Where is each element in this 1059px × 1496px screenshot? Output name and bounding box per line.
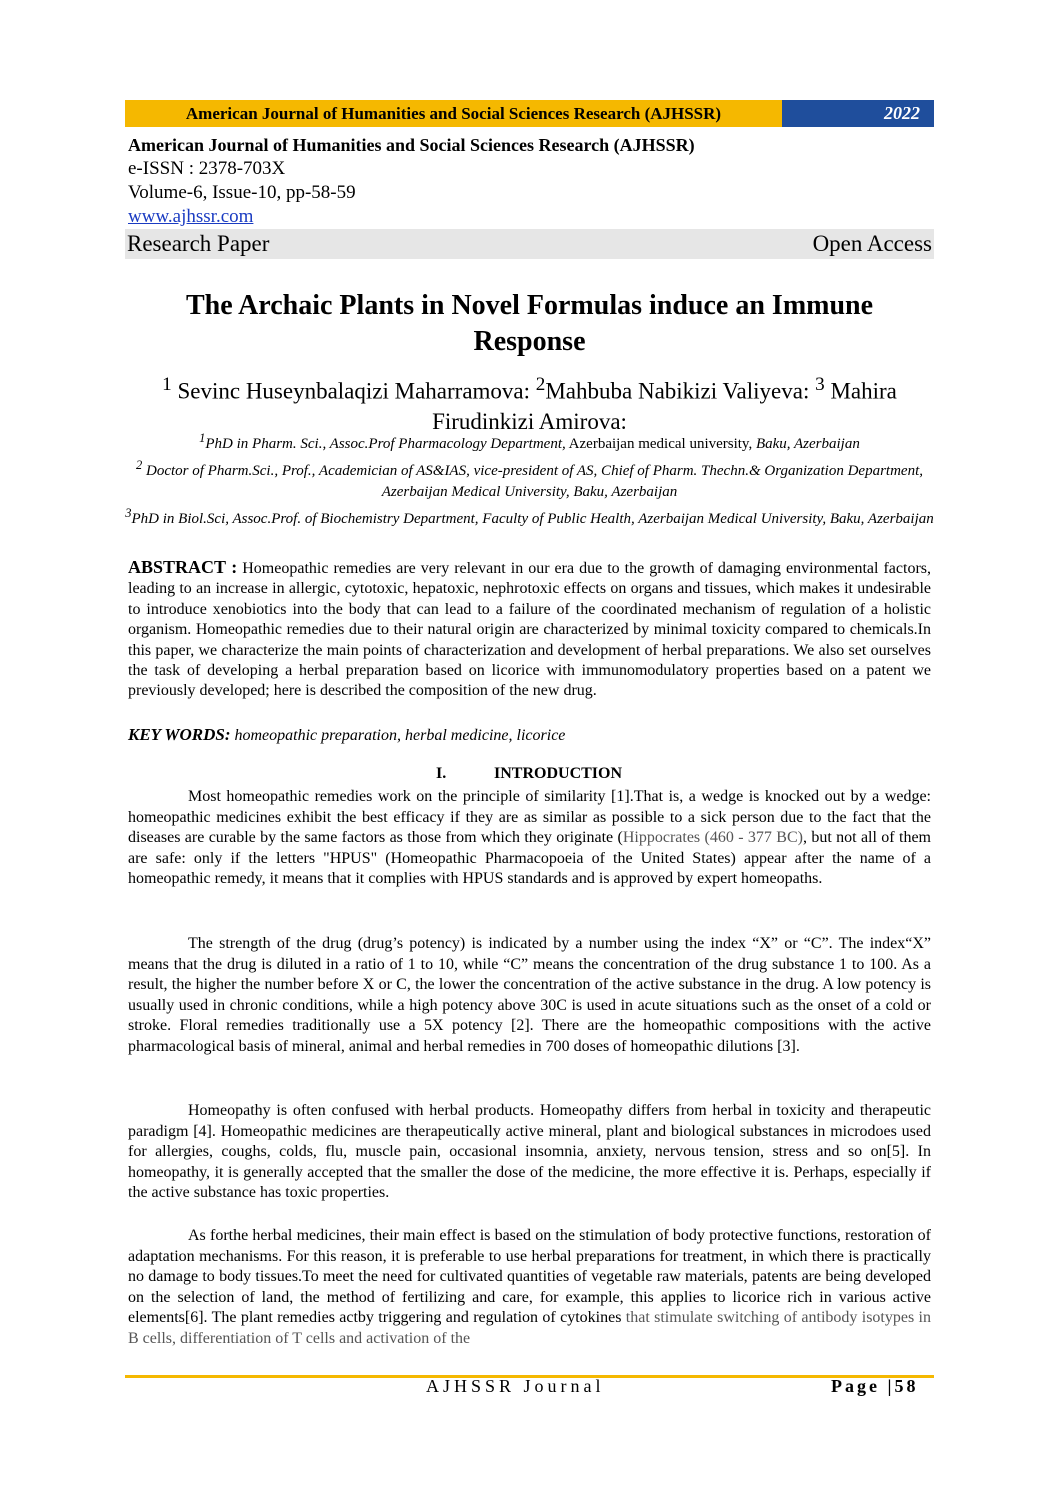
keywords xyxy=(128,725,931,746)
affiliation-1-marker: 1 xyxy=(199,431,206,445)
paper-title xyxy=(125,288,934,360)
author-2-marker: 2 xyxy=(535,374,546,395)
title-line-1: The Archaic Plants in Novel Formulas induce an Immune xyxy=(185,290,874,321)
section-number: I. xyxy=(436,765,447,782)
affiliation-1-title: PhD in Pharm. Sci., Assoc.Prof Pharmacology Department, xyxy=(205,436,566,452)
paragraph-4-part-a: As forthe herbal medicines, their main effect is based on the stimulation of body protective functions, restoration of adaptation mechanisms. For this reason, it is preferable to use herbal preparations for treatment, in which there is practically no damage to body tissues.To meet the need for cultivated quantities of vegetable raw materials, patents are being developed on the selection of land, the method of fertilizing and care, for example, this applies to licorice rich in various active elements[6]. The plant remedies actby triggering and regulation of cytokines xyxy=(128,1227,931,1326)
paragraph-1 xyxy=(128,787,931,890)
author-3-marker: 3 xyxy=(815,374,825,395)
access-type: Open Access xyxy=(812,231,932,256)
journal-meta xyxy=(128,133,934,229)
affiliation-2 xyxy=(125,455,934,503)
title-line-2: Response xyxy=(473,326,586,357)
footer-journal: AJHSSR Journal xyxy=(426,1376,605,1396)
paragraph-3: Homeopathy is often confused with herbal products. Homeopathy differs from herbal in toxicity and therapeutic paradigm [4]. Homeopathic medicines are therapeutically active mineral, plant and biological substances in microdoes used for allergies, coughs, colds, flu, muscle pain, occasional insomnia, anxiety, nervous tension, stress and so on[5]. In homeopathy, it is generally accepted that the smaller the dose of the medicine, the more effective it is. Perhaps, especially if the active substance has toxic properties. xyxy=(128,1102,931,1201)
affiliation-1-city: Baku, Azerbaijan xyxy=(755,436,860,452)
author-list xyxy=(125,370,934,437)
abstract-text: Homeopathic remedies are very relevant in our era due to the growth of damaging environmental factors, leading to an increase in allergic, cytotoxic, hepatoxic, nephrotoxic effects on organs and tissues, which makes it undesirable to introduce xenobiotics into the body that can lead to a failure of the coordinated mechanism of regulation of a holistic organism. Homeopathic remedies due to their natural origin are characterized by minimal toxicity compared to chemicals.In this paper, we characterize the main points of characterization and development of herbal preparations. We also set ourselves the task of developing a herbal preparation based on licorice with immunomodulatory properties based on a patent we previously developed; here is described the composition of the new drug. xyxy=(128,560,931,700)
author-1: Sevinc Huseynbalaqizi Maharramova: xyxy=(171,378,536,404)
footer-page-number: Page |58 xyxy=(831,1376,919,1396)
paragraph-1-part-a: Most homeopathic remedies work on the principle of similarity [1].That is, a wedge is knocked out by a wedge: homeopathic medicines exhibit the best efficacy if they are as similar as possible to a sick person due to the fact that the diseases are curable by the same factors as those from which they originate ( xyxy=(128,788,931,846)
abstract xyxy=(128,557,931,702)
paper-type: Research Paper xyxy=(127,231,270,256)
author-1-marker: 1 xyxy=(162,374,172,395)
affiliation-2-text: Doctor of Pharm.Sci., Prof., Academician of AS&IAS, vice-president of AS, Chief of Pharm. Thechn.& Organization Department, Azerbaijan Medical University, Baku, Azerbaijan xyxy=(142,463,923,500)
paragraph-4-part-b: that stimulate switching of antibody isotypes in B cells, differentiation of T cells and activation of the xyxy=(128,1309,931,1347)
abstract-label: ABSTRACT : xyxy=(128,557,238,577)
paper-type-bar xyxy=(125,229,934,259)
affiliation-3-text: PhD in Biol.Sci, Assoc.Prof. of Biochemistry Department, Faculty of Public Health, Azerbaijan Medical University, Baku, Azerbaijan xyxy=(131,511,934,527)
author-2: Mahbuba Nabikizi Valiyeva: xyxy=(545,378,816,404)
affiliation-2-marker: 2 xyxy=(136,458,143,472)
paragraph-1-part-c: , but not all of them are safe: only if the letters "HPUS" (Homeopathic Pharmacopoeia of the United States) appear after the name of a homeopathic remedy, it means that it complies with HPUS standards and is approved by expert homeopaths. xyxy=(128,829,931,887)
issn: e-ISSN : 2378-703X xyxy=(128,158,286,179)
section-title: INTRODUCTION xyxy=(494,765,623,782)
paragraph-2: The strength of the drug (drug’s potency) is indicated by a number using the index “X” or “C”. The index“X” means that the drug is diluted in a ratio of 1 to 10, while “C” means the concentration of the drug substance 1 to 100. As a result, the higher the number before X or C, the lower the concentration of the active substance in the drug. A low potency is usually used in chronic conditions, while a high potency above 30C is used in acute situations such as the onset of a cold or stroke. Floral remedies traditionally use a 5X potency [2]. There are the homeopathic compositions with the active pharmacological basis of mineral, animal and herbal remedies in 700 doses of homeopathic dilutions [3]. xyxy=(128,935,931,1055)
affiliations xyxy=(125,428,934,530)
journal-name: American Journal of Humanities and Social Sciences Research (AJHSSR) xyxy=(128,135,695,155)
banner-year: 2022 xyxy=(782,100,934,127)
author-3: Mahira Firudinkizi Amirova: xyxy=(432,378,897,434)
affiliation-1 xyxy=(125,428,934,455)
journal-banner xyxy=(125,100,934,127)
paragraph-4 xyxy=(128,1226,931,1349)
affiliation-3-marker: 3 xyxy=(125,506,132,520)
keywords-text: homeopathic preparation, herbal medicine, licorice xyxy=(230,727,566,744)
affiliation-3 xyxy=(125,503,934,530)
journal-website-link[interactable]: www.ajhssr.com xyxy=(128,206,254,227)
banner-journal-title: American Journal of Humanities and Social Sciences Research (AJHSSR) xyxy=(125,100,782,127)
paragraph-1-citation: Hippocrates (460 - 377 BC) xyxy=(622,829,803,846)
affiliation-1-institution: Azerbaijan medical university, xyxy=(565,436,756,452)
keywords-label: KEY WORDS: xyxy=(128,725,231,744)
volume-issue: Volume-6, Issue-10, pp-58-59 xyxy=(128,182,356,203)
